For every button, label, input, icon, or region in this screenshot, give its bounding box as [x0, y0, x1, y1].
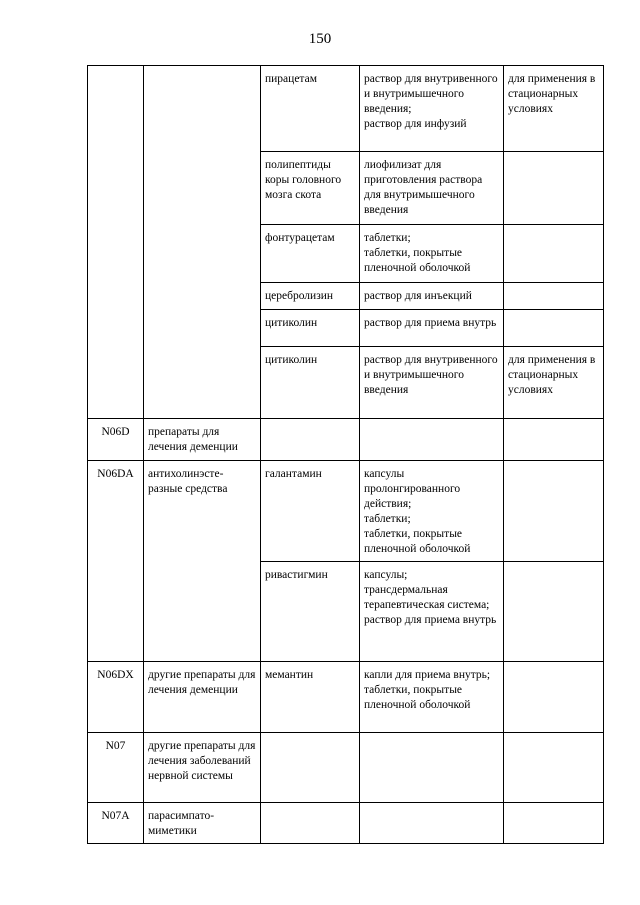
atc-code-cell: N06DX — [88, 662, 144, 733]
atc-group-cell: антихолинэсте- разные средства — [144, 461, 261, 662]
note-cell — [504, 225, 604, 283]
drug-name-cell: мемантин — [261, 662, 360, 733]
atc-code-cell: N07A — [88, 803, 144, 844]
atc-code-cell: N07 — [88, 733, 144, 803]
dosage-form-cell: капсулы пролонгированного действия; таблетки; таблетки, покрытые пленочной оболочкой — [360, 461, 504, 562]
atc-code-cell — [88, 66, 144, 419]
dosage-form-cell: лиофилизат для приготовления раствора для внутримышечного введения — [360, 152, 504, 225]
note-cell — [504, 152, 604, 225]
drug-name-cell: ривастигмин — [261, 562, 360, 662]
drug-name-cell — [261, 419, 360, 461]
note-cell — [504, 461, 604, 562]
table-row — [88, 66, 604, 152]
note-cell — [504, 419, 604, 461]
dosage-form-cell — [360, 803, 504, 844]
note-cell: для применения в стационарных условиях — [504, 347, 604, 419]
drug-name-cell: цитиколин — [261, 347, 360, 419]
dosage-form-cell: раствор для инъекций — [360, 283, 504, 310]
atc-code-cell: N06DA — [88, 461, 144, 662]
drug-name-cell: фонтурацетам — [261, 225, 360, 283]
drug-table — [87, 65, 604, 844]
page-number: 150 — [308, 31, 332, 47]
drug-name-cell: полипептиды коры головного мозга скота — [261, 152, 360, 225]
drug-name-cell: цитиколин — [261, 310, 360, 347]
dosage-form-cell: капсулы; трансдермальная терапевтическая система; раствор для приема внутрь — [360, 562, 504, 662]
dosage-form-cell: раствор для внутривенного и внутримышечного введения; раствор для инфузий — [360, 66, 504, 152]
note-cell — [504, 733, 604, 803]
atc-code-cell: N06D — [88, 419, 144, 461]
note-cell — [504, 662, 604, 733]
table-row — [88, 803, 604, 844]
drug-name-cell: галантамин — [261, 461, 360, 562]
table-row — [88, 461, 604, 562]
note-cell — [504, 310, 604, 347]
dosage-form-cell: капли для приема внутрь; таблетки, покрытые пленочной оболочкой — [360, 662, 504, 733]
dosage-form-cell: раствор для внутривенного и внутримышечного введения — [360, 347, 504, 419]
drug-name-cell — [261, 733, 360, 803]
atc-group-cell: другие препараты для лечения заболеваний нервной системы — [144, 733, 261, 803]
table-row — [88, 733, 604, 803]
drug-name-cell — [261, 803, 360, 844]
drug-name-cell: пирацетам — [261, 66, 360, 152]
note-cell — [504, 562, 604, 662]
atc-group-cell — [144, 66, 261, 419]
atc-group-cell: препараты для лечения деменции — [144, 419, 261, 461]
atc-group-cell: другие препараты для лечения деменции — [144, 662, 261, 733]
dosage-form-cell: раствор для приема внутрь — [360, 310, 504, 347]
note-cell — [504, 283, 604, 310]
atc-group-cell: парасимпато- миметики — [144, 803, 261, 844]
table-row — [88, 662, 604, 733]
note-cell — [504, 803, 604, 844]
dosage-form-cell — [360, 733, 504, 803]
drug-name-cell: церебролизин — [261, 283, 360, 310]
dosage-form-cell: таблетки; таблетки, покрытые пленочной оболочкой — [360, 225, 504, 283]
note-cell: для применения в стационарных условиях — [504, 66, 604, 152]
dosage-form-cell — [360, 419, 504, 461]
table-row — [88, 419, 604, 461]
